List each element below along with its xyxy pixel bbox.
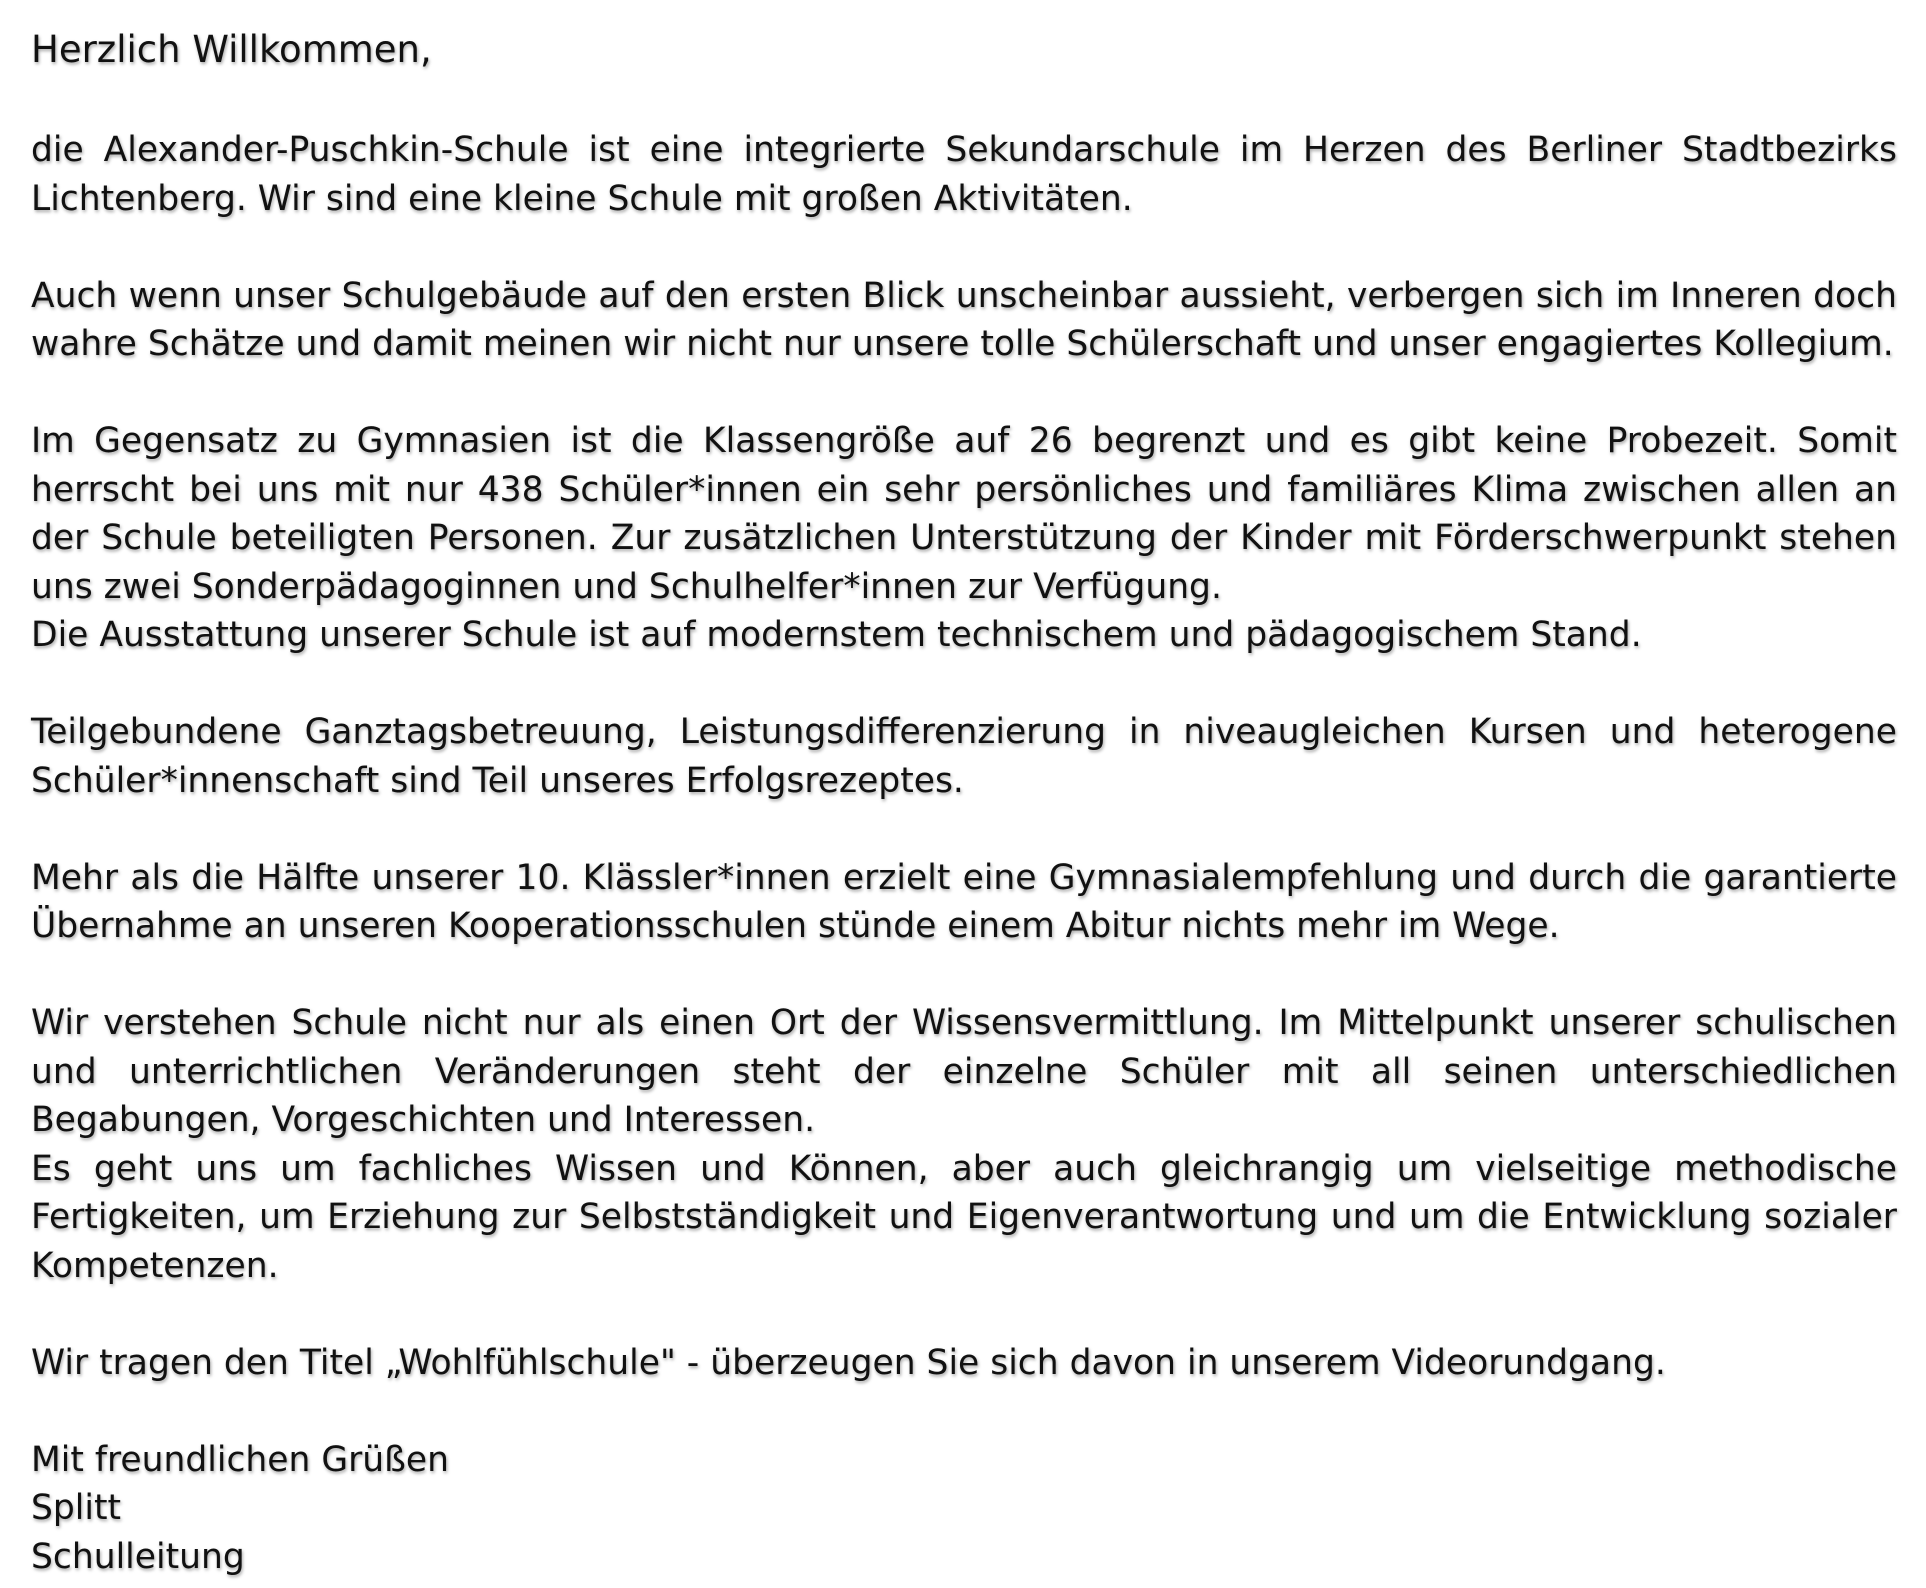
- paragraph-line: die Alexander-Puschkin-Schule ist eine integrierte Sekundarschule im Herzen des Berliner Stadtbezirks Lichtenberg. Wir sind eine kleine Schule mit großen Aktivitäten.: [31, 130, 1897, 219]
- paragraph-line: Teilgebundene Ganztagsbetreuung, Leistungsdifferenzierung in niveaugleichen Kursen und heterogene Schüler*innenschaft sind Teil unseres Erfolgsrezeptes.: [31, 712, 1897, 801]
- paragraph-line: Die Ausstattung unserer Schule ist auf modernstem technischem und pädagogischem Stand.: [31, 615, 1642, 655]
- paragraph-intro: [31, 126, 1897, 223]
- welcome-letter: [31, 22, 1897, 1581]
- paragraph-line: Mehr als die Hälfte unserer 10. Klässler*innen erzielt eine Gymnasialempfehlung und durch die garantierte Übernahme an unseren Kooperationsschulen stünde einem Abitur nichts mehr im Wege.: [31, 857, 1897, 946]
- closing-block: [31, 1436, 1897, 1582]
- paragraph-success-recipe: [31, 708, 1897, 805]
- paragraph-line: Es geht uns um fachliches Wissen und Können, aber auch gleichrangig um vielseitige methodische Fertigkeiten, um Erziehung zur Selbstständigkeit und Eigenverantwortung und um die Entwicklung sozialer Kompetenzen.: [31, 1148, 1897, 1286]
- paragraph-class-size: [31, 417, 1897, 660]
- closing-salutation: Mit freundlichen Grüßen: [31, 1439, 449, 1480]
- paragraph-line: Im Gegensatz zu Gymnasien ist die Klassengröße auf 26 begrenzt und es gibt keine Probezeit. Somit herrscht bei uns mit nur 438 Schüler*innen ein sehr persönliches und familiäres Klima zwischen allen an der Schule beteiligten Personen. Zur zusätzlichen Unterstützung der Kinder mit Förderschwerpunkt stehen uns zwei Sonderpädagoginnen und Schulhelfer*innen zur Verfügung.: [31, 421, 1897, 607]
- signer-name: Splitt: [31, 1488, 122, 1528]
- paragraph-wohlfuehlschule: [31, 1339, 1897, 1388]
- paragraph-line: Wir tragen den Titel „Wohlfühlschule" - überzeugen Sie sich davon in unserem Videorundgang.: [31, 1342, 1666, 1383]
- paragraph-philosophy: [31, 999, 1897, 1290]
- greeting-heading: Herzlich Willkommen,: [31, 28, 432, 71]
- paragraph-gymnasium-recommendation: [31, 854, 1897, 951]
- signer-role: Schulleitung: [31, 1536, 245, 1577]
- paragraph-line: Wir verstehen Schule nicht nur als einen Ort der Wissensvermittlung. Im Mittelpunkt unserer schulischen und unterrichtlichen Veränderungen steht der einzelne Schüler mit all seinen unterschiedlichen Begabungen, Vorgeschichten und Interessen.: [31, 1003, 1897, 1140]
- paragraph-line: Auch wenn unser Schulgebäude auf den ersten Blick unscheinbar aussieht, verbergen sich im Inneren doch wahre Schätze und damit meinen wir nicht nur unsere tolle Schülerschaft und unser engagiertes Kollegium.: [31, 275, 1897, 364]
- paragraph-building: [31, 272, 1897, 369]
